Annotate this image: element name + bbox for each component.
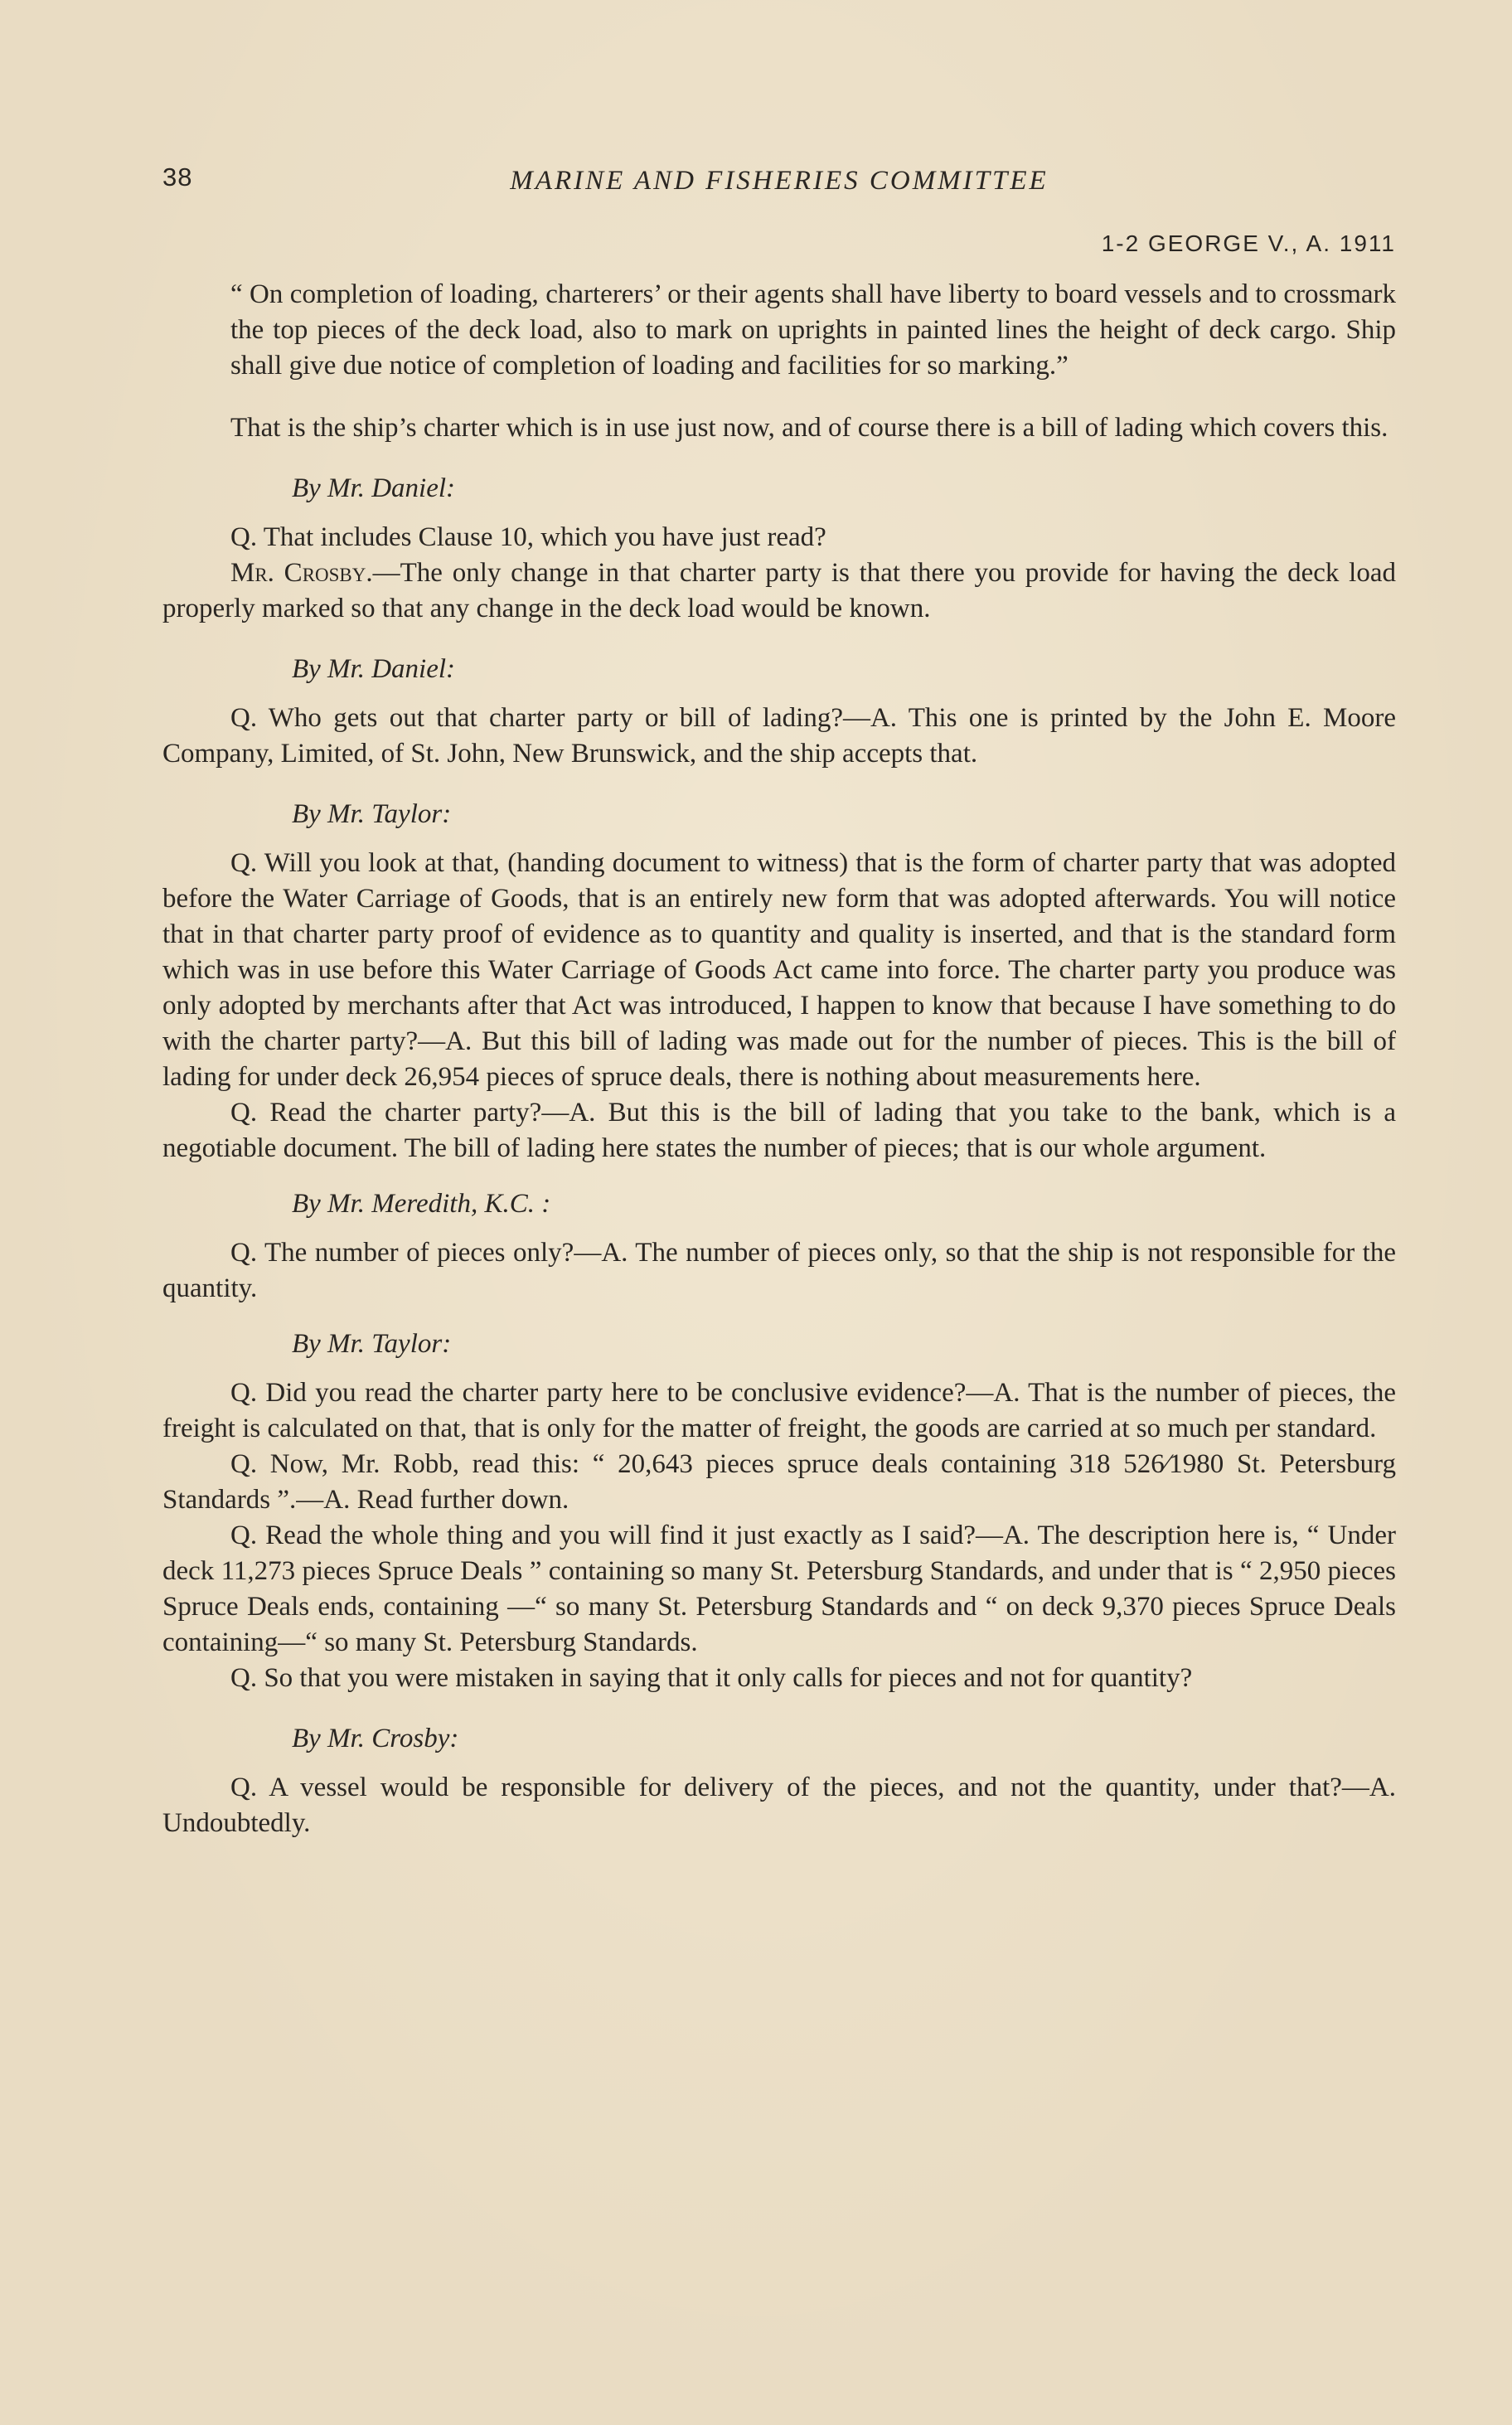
paragraph: Q. Now, Mr. Robb, read this: “ 20,643 pieces spruce deals containing 318 526⁄1980 St. Petersburg Standards ”.—A. Read further down. (162, 1449, 1396, 1515)
examiner-heading: By Mr. Crosby: (292, 1724, 459, 1753)
quoted-clause: “ On completion of loading, charterers’ or their agents shall have liberty to board vessels and to crossmark the top pieces of the deck load, also to mark on uprights in painted lines the height of deck cargo. Ship shall give due notice of completion of loading and facilities for so marking.” (230, 279, 1396, 381)
examiner-heading: By Mr. Taylor: (292, 799, 452, 829)
running-head: MARINE AND FISHERIES COMMITTEE (510, 166, 1049, 196)
speaker-text: —The only change in that charter party is that there you provide for having the deck load properly marked so that any change in the deck load would be known. (162, 558, 1396, 623)
document-body (162, 277, 1396, 1841)
paragraph: Q. A vessel would be responsible for delivery of the pieces, and not the quantity, under that?—A. Undoubtedly. (162, 1773, 1396, 1838)
paragraph: Q. Read the charter party?—A. But this is the bill of lading that you take to the bank, which is a negotiable document. The bill of lading here states the number of pieces; that is our whole argument. (162, 1098, 1396, 1163)
paragraph: Q. So that you were mistaken in saying that it only calls for pieces and not for quantity? (230, 1663, 1193, 1693)
page-header (162, 162, 1396, 204)
paragraph: Q. Did you read the charter party here to be conclusive evidence?—A. That is the number of pieces, the freight is calculated on that, that is only for the matter of freight, the goods are carried at so much per standard. (162, 1378, 1396, 1443)
speaker-name: Mr. Crosby. (230, 558, 373, 588)
paragraph: Q. Will you look at that, (handing document to witness) that is the form of charter party that was adopted before the Water Carriage of Goods, that is an entirely new form that was adopted afterwards. You will notice that in that charter party proof of evidence as to quantity and quality is inserted, and that is the standard form which was in use before this Water Carriage of Goods Act came into force. The charter party you produce was only adopted by merchants after that Act was introduced, I happen to know that because I have something to do with the charter party?—A. But this bill of lading was made out for the number of pieces. This is the bill of lading for under deck 26,954 pieces of spruce deals, there is nothing about measurements here. (162, 848, 1396, 1092)
paragraph: Q. Who gets out that charter party or bill of lading?—A. This one is printed by the John E. Moore Company, Limited, of St. John, New Brunswick, and the ship accepts that. (162, 703, 1396, 769)
paragraph: Q. The number of pieces only?—A. The number of pieces only, so that the ship is not responsible for the quantity. (162, 1238, 1396, 1303)
paragraph (162, 555, 1396, 627)
paragraph: That is the ship’s charter which is in use just now, and of course there is a bill of lading which covers this. (230, 413, 1388, 443)
page-number: 38 (162, 162, 193, 192)
session-line: 1-2 GEORGE V., A. 1911 (1101, 230, 1396, 256)
examiner-heading: By Mr. Daniel: (292, 654, 456, 684)
examiner-heading: By Mr. Meredith, K.C. : (292, 1189, 551, 1219)
examiner-heading: By Mr. Taylor: (292, 1329, 452, 1359)
paragraph: Q. Read the whole thing and you will find it just exactly as I said?—A. The description here is, “ Under deck 11,273 pieces Spruce Deals ” containing so many St. Petersburg Standards, and under that is “ 2,950 pieces Spruce Deals ends, containing —“ so many St. Petersburg Standards and “ on deck 9,370 pieces Spruce Deals containing—“ so many St. Petersburg Standards. (162, 1520, 1396, 1657)
paragraph: Q. That includes Clause 10, which you have just read? (230, 522, 826, 552)
examiner-heading: By Mr. Daniel: (292, 473, 456, 503)
